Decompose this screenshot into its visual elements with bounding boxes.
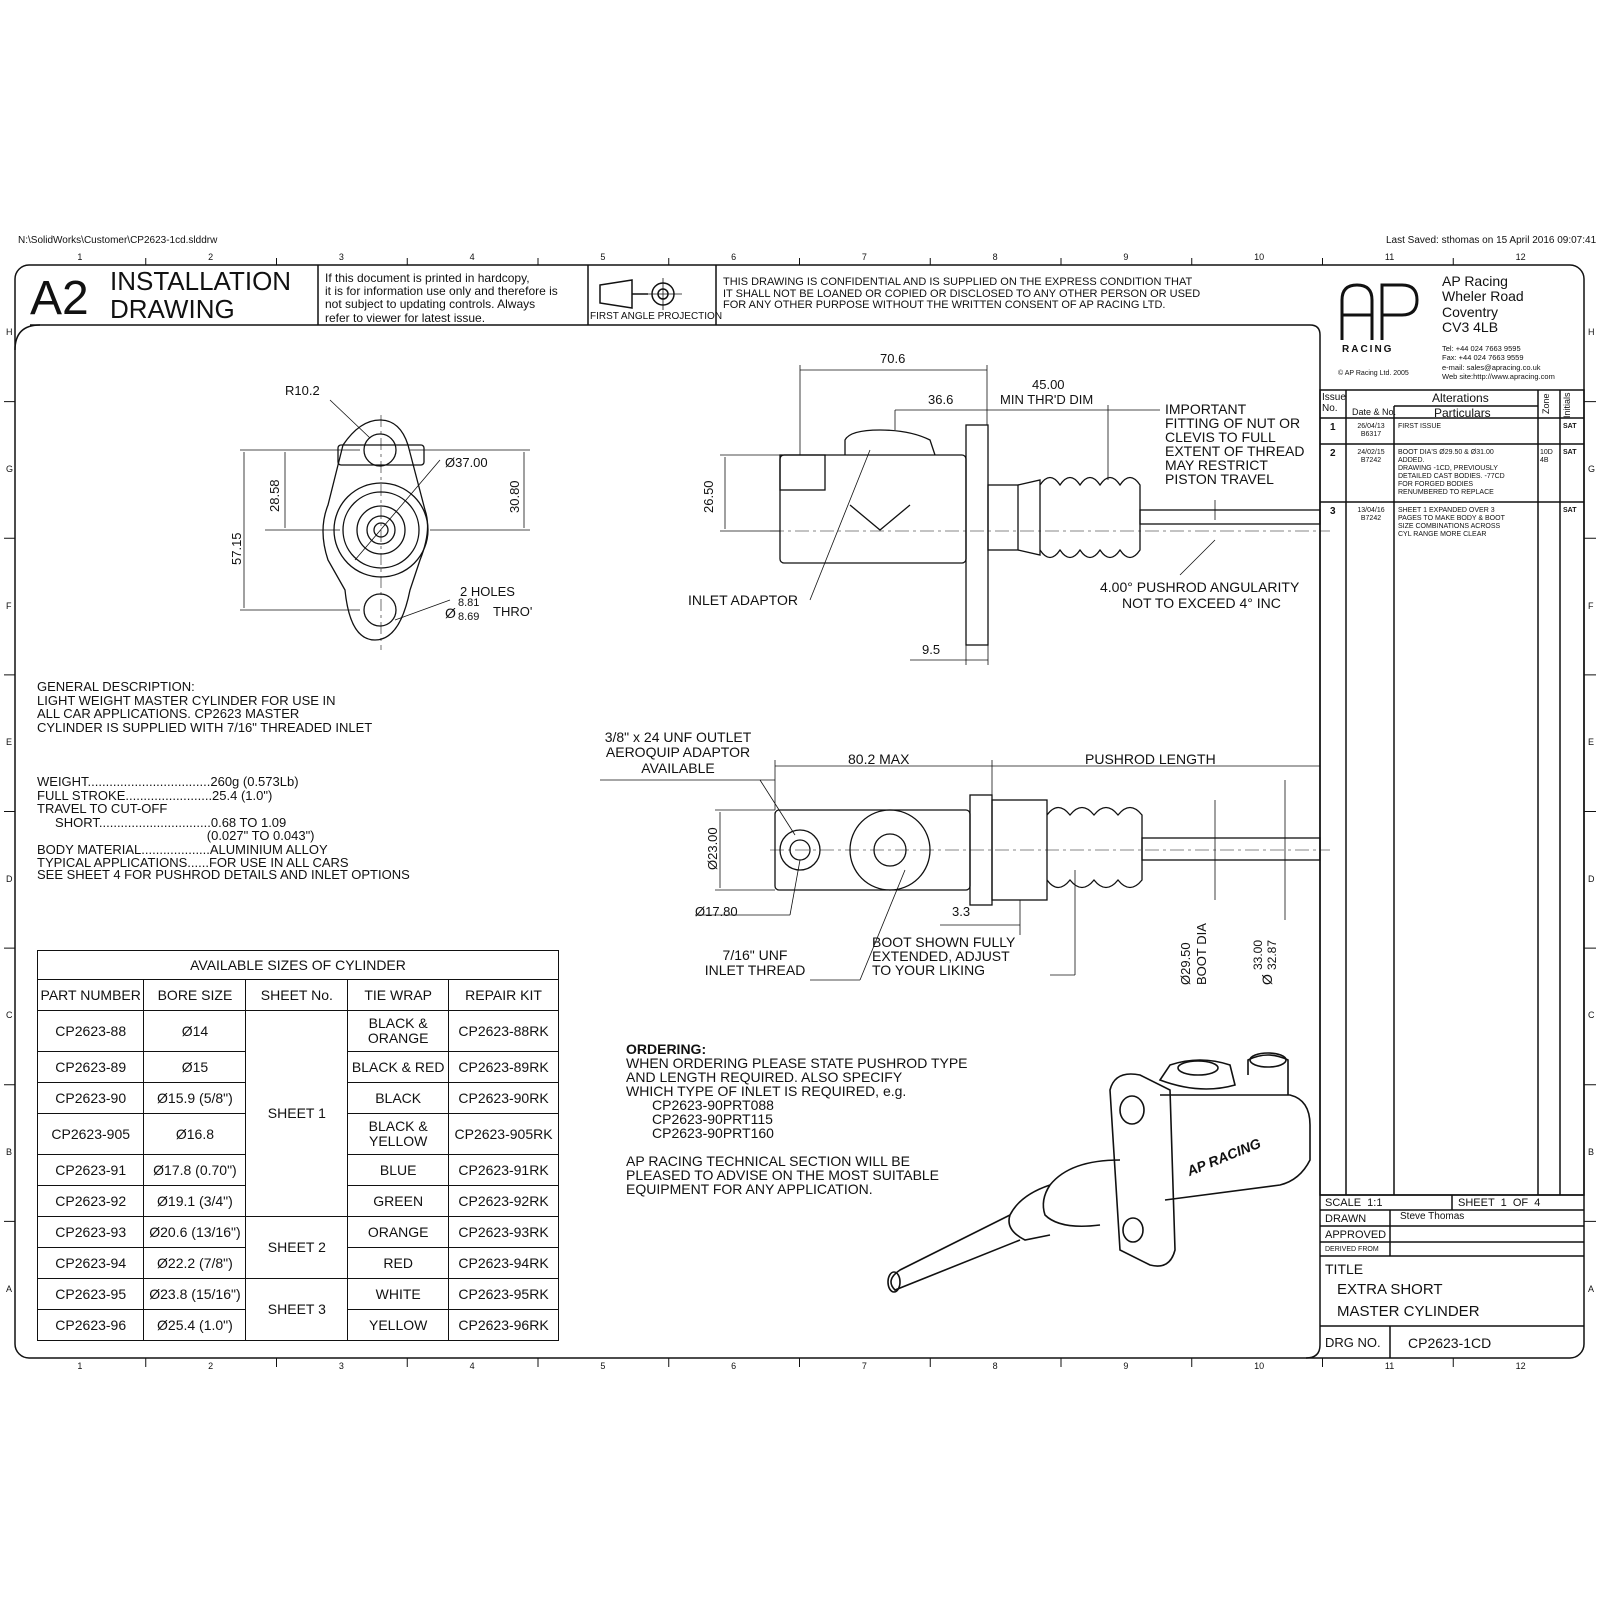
tb-title-label: TITLE	[1325, 1261, 1364, 1277]
alt-zone-2: 10D 4B	[1540, 449, 1553, 465]
zone-label-x: 9	[1123, 252, 1129, 262]
boot-dia: Ø29.50	[1178, 942, 1193, 985]
specs: WEIGHT..................................260g (0.573Lb) FULL STROKE........................25.4 (1.0") TRAVEL TO CUT-OFF SHORT...............................0.68 TO 1.09 (0.027" TO 0.043") BODY MATERIAL...................ALUMINIUM ALLOY TYPICAL APPLICATIONS......FOR USE IN ALL CARS	[37, 774, 349, 871]
logo-racing: RACING	[1342, 344, 1394, 355]
cell: CP2623-89	[38, 1052, 144, 1083]
cell: CP2623-90RK	[449, 1083, 559, 1114]
zone-label-x: 10	[1254, 1361, 1265, 1371]
cell: Ø16.8	[144, 1114, 246, 1155]
hdr-repair: REPAIR KIT	[449, 980, 559, 1011]
table-row	[38, 1279, 559, 1310]
general-description: GENERAL DESCRIPTION: LIGHT WEIGHT MASTER CYLINDER FOR USE IN ALL CAR APPLICATIONS. CP2623 MASTER CYLINDER IS SUPPLIED WITH 7/16" THREADED INLET	[37, 679, 373, 735]
cell: BLACK & YELLOW	[348, 1114, 449, 1155]
zone-label-x: 6	[731, 252, 737, 262]
hdr-sheet: SHEET No.	[246, 980, 348, 1011]
zone-label-y: H	[6, 327, 13, 338]
zone-label-y: D	[6, 873, 13, 884]
alt-particulars-2: BOOT DIA'S Ø29.50 & Ø31.00 ADDED. DRAWING -1CD, PREVIOUSLY DETAILED CAST BODIES. -77CD FOR FORGED BODIES RENUMBERED TO REPLACE	[1398, 449, 1505, 497]
cell: RED	[348, 1248, 449, 1279]
cell: YELLOW	[348, 1310, 449, 1341]
cell: Ø15.9 (5/8")	[144, 1083, 246, 1114]
cell: Ø15	[144, 1052, 246, 1083]
dim-706: 70.6	[880, 351, 906, 366]
table-row	[38, 1217, 559, 1248]
col-particulars: Particulars	[1434, 406, 1491, 420]
cell: CP2623-88RK	[449, 1011, 559, 1052]
zone-label-x: 12	[1515, 252, 1526, 262]
front-view	[240, 400, 533, 650]
zone-label-x: 12	[1515, 1361, 1526, 1371]
tb-drg-value: CP2623-1CD	[1408, 1335, 1492, 1351]
col-zone: Zone	[1541, 393, 1551, 414]
holes-label: 2 HOLES	[460, 584, 515, 599]
tb-drg-label: DRG NO.	[1325, 1335, 1381, 1350]
pushrod-length: PUSHROD LENGTH	[1085, 751, 1216, 767]
important-note: IMPORTANT FITTING OF NUT OR CLEVIS TO FULL EXTENT OF THREAD MAY RESTRICT PISTON TRAVEL	[1165, 401, 1305, 487]
zone-label-x: 4	[469, 1361, 475, 1371]
dim-dia178: Ø17.80	[695, 904, 738, 919]
zone-label-y: F	[1588, 600, 1594, 611]
dim-dia23: Ø23.00	[705, 827, 720, 870]
cell: BLACK	[348, 1083, 449, 1114]
projection-label: FIRST ANGLE PROJECTION	[590, 311, 723, 322]
cell: CP2623-92	[38, 1186, 144, 1217]
dim-2858: 28.58	[267, 479, 282, 512]
dim-95: 9.5	[922, 642, 941, 657]
outlet-note: 3/8" x 24 UNF OUTLET AEROQUIP ADAPTOR AVAILABLE	[604, 729, 752, 776]
col-issue: Issue No.	[1322, 392, 1346, 414]
zone-label-x: 8	[992, 1361, 998, 1371]
ordering-block: ORDERING: WHEN ORDERING PLEASE STATE PUSHROD TYPE AND LENGTH REQUIRED. ALSO SPECIFY WHICH TYPE OF INLET IS REQUIRED, e.g. CP2623-90PRT088 CP2623-90PRT115 CP2623-90PRT160 AP RACING TECHNICAL SECTION WILL BE PLEASED TO ADVISE ON THE MOST SUITABLE EQUIPMENT FOR ANY APPLICATION.	[626, 1041, 968, 1197]
zone-label-x: 11	[1384, 252, 1395, 262]
cell: Ø23.8 (15/16")	[144, 1279, 246, 1310]
alt-date-2: 24/02/15 B7242	[1357, 449, 1385, 465]
dim-802: 80.2 MAX	[848, 751, 910, 767]
see-sheet: SEE SHEET 4 FOR PUSHROD DETAILS AND INLET OPTIONS	[37, 867, 410, 882]
dim-5715: 57.15	[229, 532, 244, 565]
cell: Ø19.1 (3/4")	[144, 1186, 246, 1217]
inlet-thread-note: 7/16" UNF INLET THREAD	[704, 947, 806, 979]
holes-sym: Ø	[445, 605, 456, 621]
cell: CP2623-905RK	[449, 1114, 559, 1155]
tb-title-line1: EXTRA SHORT	[1337, 1281, 1443, 1298]
confidential-notice: THIS DRAWING IS CONFIDENTIAL AND IS SUPPLIED ON THE EXPRESS CONDITION THAT IT SHALL NOT BE LOANED OR COPIED OR DISCLOSED TO ANY OTHER PERSON OR USED FOR ANY OTHER PURPOSE WITHOUT THE WRITTEN CONSENT OF AP RACING LTD.	[723, 276, 1201, 312]
sheet-size: A2	[30, 272, 89, 325]
alt-issue-3: 3	[1330, 506, 1336, 517]
cell: Ø22.2 (7/8")	[144, 1248, 246, 1279]
company-contact: Tel: +44 024 7663 9595 Fax: +44 024 7663 9559 e-mail: sales@apracing.co.uk Web site:http://www.apracing.com	[1442, 344, 1555, 382]
sizes-table	[37, 950, 559, 1341]
cell: CP2623-89RK	[449, 1052, 559, 1083]
cell: WHITE	[348, 1279, 449, 1310]
boot-note: BOOT SHOWN FULLY EXTENDED, ADJUST TO YOUR LIKING	[872, 934, 1016, 978]
zone-label-y: D	[1588, 873, 1595, 884]
cell: CP2623-90	[38, 1083, 144, 1114]
dim-dia37: Ø37.00	[445, 455, 488, 470]
cell: BLUE	[348, 1155, 449, 1186]
hdr-part: PART NUMBER	[38, 980, 144, 1011]
dim-d33-sym: Ø	[1259, 974, 1275, 985]
zone-label-x: 1	[77, 252, 83, 262]
dim-3300: 33.00	[1251, 939, 1265, 970]
min-thrd: MIN THR'D DIM	[1000, 392, 1094, 407]
dim-33: 3.3	[952, 904, 971, 919]
dim-45: 45.00	[1032, 377, 1065, 392]
last-saved: Last Saved: sthomas on 15 April 2016 09:07:41	[1386, 235, 1597, 246]
alt-particulars-1: FIRST ISSUE	[1398, 423, 1442, 430]
alt-date-1: 26/04/13 B6317	[1357, 423, 1385, 439]
zone-label-x: 2	[208, 252, 214, 262]
tb-approved-label: APPROVED	[1325, 1229, 1387, 1241]
cell: BLACK & ORANGE	[348, 1011, 449, 1052]
zone-label-x: 2	[208, 1361, 214, 1371]
cell: Ø25.4 (1.0")	[144, 1310, 246, 1341]
cell: Ø20.6 (13/16")	[144, 1217, 246, 1248]
cell: CP2623-93	[38, 1217, 144, 1248]
alt-issue-1: 1	[1330, 422, 1336, 433]
cell: Ø17.8 (0.70")	[144, 1155, 246, 1186]
angularity-2: NOT TO EXCEED 4° INC	[1122, 595, 1281, 611]
zone-label-y: B	[6, 1147, 13, 1158]
zone-label-y: G	[6, 463, 14, 474]
cell: CP2623-88	[38, 1011, 144, 1052]
zone-label-x: 5	[600, 252, 606, 262]
alterations-title: Alterations	[1432, 391, 1489, 405]
table-row	[38, 1011, 559, 1052]
hardcopy-notice: If this document is printed in hardcopy, it is for information use only and therefore is not subject to updating controls. Always refer to viewer for latest issue.	[325, 271, 558, 325]
col-initials: Initials	[1562, 392, 1572, 418]
holes-lo: 8.69	[458, 611, 480, 623]
hdr-bore: BORE SIZE	[144, 980, 246, 1011]
cell: CP2623-905	[38, 1114, 144, 1155]
cell: CP2623-95RK	[449, 1279, 559, 1310]
holes-hi: 8.81	[458, 597, 480, 609]
cell: Ø14	[144, 1011, 246, 1052]
zone-label-y: E	[6, 737, 13, 748]
zone-label-y: A	[6, 1283, 13, 1294]
boot-dia-label: BOOT DIA	[1194, 923, 1209, 985]
cell: CP2623-94RK	[449, 1248, 559, 1279]
zone-label-x: 5	[600, 1361, 606, 1371]
zone-label-x: 11	[1384, 1361, 1395, 1371]
zone-label-y: B	[1588, 1147, 1595, 1158]
zone-label-y: C	[6, 1010, 13, 1021]
iso-logo: AP RACING	[1184, 1134, 1263, 1179]
cell: ORANGE	[348, 1217, 449, 1248]
zone-label-y: F	[6, 600, 12, 611]
alt-initials-2: SAT	[1563, 449, 1577, 456]
hdr-tiewrap: TIE WRAP	[348, 980, 449, 1011]
cell: CP2623-93RK	[449, 1217, 559, 1248]
cell: CP2623-94	[38, 1248, 144, 1279]
zone-label-x: 9	[1123, 1361, 1129, 1371]
tb-title-line2: MASTER CYLINDER	[1337, 1303, 1480, 1320]
alt-particulars-3: SHEET 1 EXPANDED OVER 3 PAGES TO MAKE BODY & BOOT SIZE COMBINATIONS ACROSS CYL RANGE MORE CLEAR	[1398, 507, 1505, 539]
zone-label-x: 10	[1254, 252, 1265, 262]
cell: CP2623-95	[38, 1279, 144, 1310]
dim-3080: 30.80	[507, 480, 522, 513]
sheet-1-cell: SHEET 1	[246, 1011, 348, 1217]
tb-drawn-label: DRAWN	[1325, 1213, 1367, 1225]
sheet-3-cell: SHEET 3	[246, 1279, 348, 1341]
copyright: © AP Racing Ltd. 2005	[1338, 370, 1409, 377]
cell: CP2623-91RK	[449, 1155, 559, 1186]
tb-drawn-value: Steve Thomas	[1400, 1211, 1465, 1222]
zone-label-x: 6	[731, 1361, 737, 1371]
dim-366: 36.6	[928, 392, 954, 407]
zone-label-y: A	[1588, 1283, 1595, 1294]
zone-label-x: 3	[338, 252, 344, 262]
cell: BLACK & RED	[348, 1052, 449, 1083]
title-line1: INSTALLATION	[110, 266, 292, 296]
zone-label-y: H	[1588, 327, 1595, 338]
dim-3287: 32.87	[1265, 939, 1279, 970]
alt-date-3: 13/04/16 B7242	[1357, 507, 1385, 523]
zone-label-y: C	[1588, 1010, 1595, 1021]
zone-label-y: G	[1588, 463, 1596, 474]
dim-2650: 26.50	[701, 480, 716, 513]
zone-label-x: 4	[469, 252, 475, 262]
alt-issue-2: 2	[1330, 448, 1336, 459]
col-date: Date & No.	[1352, 407, 1397, 417]
cell: CP2623-96	[38, 1310, 144, 1341]
zone-label-x: 7	[861, 1361, 867, 1371]
zone-label-x: 8	[992, 252, 998, 262]
title-line2: DRAWING	[110, 294, 235, 324]
cell: CP2623-96RK	[449, 1310, 559, 1341]
angularity-1: 4.00° PUSHROD ANGULARITY	[1100, 579, 1300, 595]
cell: CP2623-92RK	[449, 1186, 559, 1217]
alt-initials-3: SAT	[1563, 507, 1577, 514]
zone-label-y: E	[1588, 737, 1595, 748]
zone-label-x: 7	[861, 252, 867, 262]
company-address: AP Racing Wheler Road Coventry CV3 4LB	[1442, 273, 1524, 336]
sizes-title: AVAILABLE SIZES OF CYLINDER	[38, 951, 559, 980]
cell: GREEN	[348, 1186, 449, 1217]
inlet-adaptor: INLET ADAPTOR	[688, 592, 798, 608]
dim-r102: R10.2	[285, 383, 320, 398]
cell: CP2623-91	[38, 1155, 144, 1186]
file-path: N:\SolidWorks\Customer\CP2623-1cd.slddrw	[18, 235, 218, 246]
tb-sheet: SHEET 1 OF 4	[1458, 1197, 1541, 1209]
tb-derived-label: DERIVED FROM	[1325, 1246, 1379, 1253]
zone-label-x: 3	[338, 1361, 344, 1371]
zone-label-x: 1	[77, 1361, 83, 1371]
sheet-2-cell: SHEET 2	[246, 1217, 348, 1279]
tb-scale: SCALE 1:1	[1325, 1197, 1383, 1209]
holes-thro: THRO'	[493, 604, 533, 619]
alt-initials-1: SAT	[1563, 423, 1577, 430]
